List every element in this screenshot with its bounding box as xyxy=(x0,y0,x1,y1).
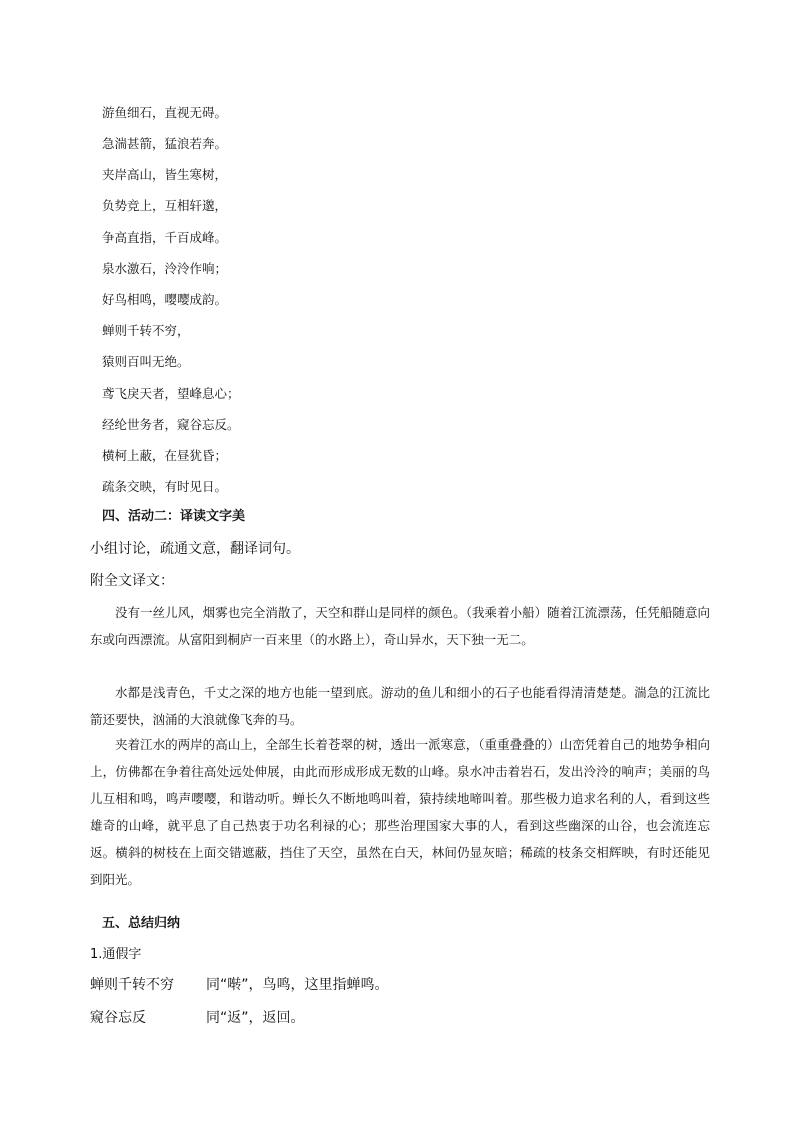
tongjia-note: 同“啭”，鸟鸣，这里指蝉鸣。 xyxy=(206,977,389,993)
poem-line: 疏条交映，有时见日。 xyxy=(102,479,228,494)
tongjia-row xyxy=(90,1008,305,1028)
poem-line: 好鸟相鸣，嘤嘤成韵。 xyxy=(102,292,228,307)
poem-line: 蝉则千转不穷， xyxy=(102,323,190,338)
activity2-task: 小组讨论，疏通文意，翻译词句。 xyxy=(90,541,300,557)
activity2-heading: 四、活动二：译读文字美 xyxy=(102,509,246,524)
poem-line: 横柯上蔽，在昼犹昏； xyxy=(102,448,228,463)
tongjia-row xyxy=(90,975,389,995)
poem-line: 夹岸高山，皆生寒树， xyxy=(102,167,228,182)
translation-label: 附全文译文： xyxy=(90,573,174,589)
poem-line: 争高直指，千百成峰。 xyxy=(102,230,228,245)
poem-line: 负势竞上，互相轩邈， xyxy=(102,198,228,213)
translation-paragraph: 夹着江水的两岸的高山上，全部生长着苍翠的树，透出一派寒意，（重重叠叠的）山峦凭着自己的地势争相向上，仿佛都在争着往高处远处伸展，由此而形成形成无数的山峰。泉水冲击着岩石，发出泠泠的响声；美丽的鸟儿互相和鸣，鸣声嘤嘤，和谐动听。蝉长久不断地鸣叫着，猿持续地啼叫着。那些极力追求名利的人，看到这些雄奇的山峰，就平息了自己热衷于功名利禄的心；那些治理国家大事的人，看到这些幽深的山谷，也会流连忘返。横斜的树枝在上面交错遮蔽，挡住了天空，虽然在白天，林间仍显灰暗；稀疏的枝条交相辉映，有时还能见到阳光。 xyxy=(90,737,710,887)
translation-paragraph: 没有一丝儿风，烟雾也完全消散了，天空和群山是同样的颜色。（我乘着小船）随着江流漂荡，任凭船随意向东或向西漂流。从富阳到桐庐一百来里（的水路上），奇山异水，天下独一无二。 xyxy=(90,605,710,647)
poem-line: 游鱼细石，直视无碍。 xyxy=(102,105,228,120)
summary-heading: 五、总结归纳 xyxy=(102,916,181,931)
poem-line: 鸢飞戾天者，望峰息心； xyxy=(102,386,240,401)
poem-line: 急湍甚箭，猛浪若奔。 xyxy=(102,136,228,151)
poem-line: 泉水激石，泠泠作响； xyxy=(102,261,228,276)
poem-line: 经纶世务者，窥谷忘反。 xyxy=(102,417,240,432)
poem-line: 猿则百叫无绝。 xyxy=(102,354,190,369)
tongjia-word: 蝉则千转不穷 xyxy=(90,977,174,993)
summary-subheading: 1.通假字 xyxy=(90,947,142,962)
tongjia-note: 同“返”，返回。 xyxy=(206,1010,305,1026)
tongjia-word: 窥谷忘反 xyxy=(90,1010,146,1026)
translation-paragraph: 水都是浅青色，千丈之深的地方也能一望到底。游动的鱼儿和细小的石子也能看得清清楚楚。湍急的江流比箭还要快，汹涌的大浪就像飞奔的马。 xyxy=(90,685,710,727)
